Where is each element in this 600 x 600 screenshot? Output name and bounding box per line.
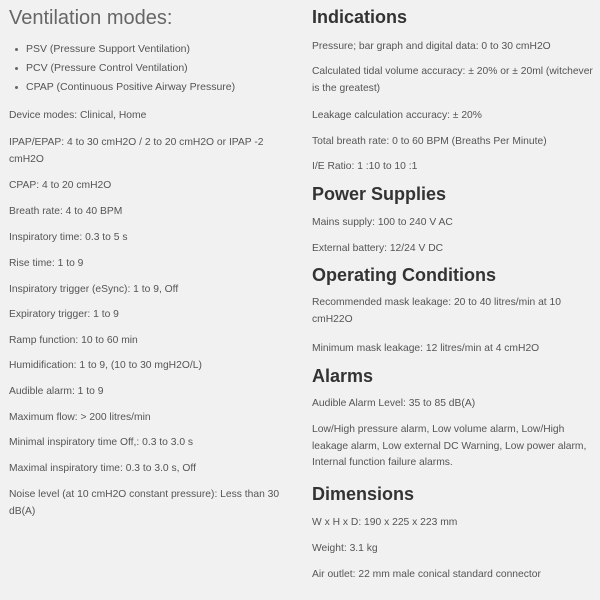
indications-heading: Indications (312, 7, 408, 27)
alarms-heading: Alarms (312, 366, 374, 386)
dimensions-heading: Dimensions (312, 484, 415, 504)
spec-audible-alarm: Audible alarm: 1 to 9 (9, 386, 104, 397)
spec-ie-ratio: I/E Ratio: 1 :10 to 10 :1 (312, 161, 418, 172)
spec-rise-time: Rise time: 1 to 9 (9, 258, 84, 269)
spec-external-battery: External battery: 12/24 V DC (312, 243, 444, 254)
ventilation-modes-heading: Ventilation modes: (9, 7, 173, 29)
spec-expiratory-trigger: Expiratory trigger: 1 to 9 (9, 309, 119, 320)
spec-ipap-epap: IPAP/EPAP: 4 to 30 cmH2O / 2 to 20 cmH2O or IPAP -2 cmH2O (9, 137, 264, 165)
ventilation-modes-list (9, 40, 235, 97)
power-supplies-heading: Power Supplies (312, 184, 447, 204)
spec-humidification: Humidification: 1 to 9, (10 to 30 mgH2O/L) (9, 360, 202, 371)
mode-item: PCV (Pressure Control Ventilation) (9, 59, 235, 78)
spec-tidal-volume-accuracy: Calculated tidal volume accuracy: ± 20% or ± 20ml (witchever is the greatest) (312, 66, 593, 94)
spec-leakage-accuracy: Leakage calculation accuracy: ± 20% (312, 110, 482, 121)
spec-inspiratory-time: Inspiratory time: 0.3 to 5 s (9, 232, 128, 243)
spec-air-outlet: Air outlet: 22 mm male conical standard connector (312, 569, 541, 580)
spec-alarm-list: Low/High pressure alarm, Low volume alarm, Low/High leakage alarm, Low external DC Warning, Low power alarm, Internal function failure alarms. (312, 424, 587, 468)
spec-recommended-mask-leakage: Recommended mask leakage: 20 to 40 litres/min at 10 cmH22O (312, 297, 561, 325)
spec-minimal-inspiratory-time: Minimal inspiratory time Off,: 0.3 to 3.0 s (9, 437, 194, 448)
spec-maximal-inspiratory-time: Maximal inspiratory time: 0.3 to 3.0 s, Off (9, 463, 196, 474)
spec-pressure-display: Pressure; bar graph and digital data: 0 to 30 cmH2O (312, 41, 551, 52)
operating-conditions-heading: Operating Conditions (312, 265, 496, 285)
spec-dimensions-whd: W x H x D: 190 x 225 x 223 mm (312, 517, 458, 528)
spec-weight: Weight: 3.1 kg (312, 543, 378, 554)
spec-breath-rate: Breath rate: 4 to 40 BPM (9, 206, 123, 217)
spec-mains-supply: Mains supply: 100 to 240 V AC (312, 217, 453, 228)
spec-inspiratory-trigger: Inspiratory trigger (eSync): 1 to 9, Off (9, 284, 179, 295)
mode-item: PSV (Pressure Support Ventilation) (9, 40, 235, 59)
spec-total-breath-rate: Total breath rate: 0 to 60 BPM (Breaths Per Minute) (312, 136, 547, 147)
spec-ramp-function: Ramp function: 10 to 60 min (9, 335, 138, 346)
spec-noise-level: Noise level (at 10 cmH2O constant pressure): Less than 30 dB(A) (9, 489, 280, 517)
spec-device-modes: Device modes: Clinical, Home (9, 110, 147, 121)
spec-cpap: CPAP: 4 to 20 cmH2O (9, 180, 112, 191)
spec-audible-alarm-level: Audible Alarm Level: 35 to 85 dB(A) (312, 398, 476, 409)
spec-maximum-flow: Maximum flow: > 200 litres/min (9, 412, 151, 423)
mode-item: CPAP (Continuous Positive Airway Pressure) (9, 78, 235, 97)
spec-minimum-mask-leakage: Minimum mask leakage: 12 litres/min at 4 cmH2O (312, 343, 540, 354)
